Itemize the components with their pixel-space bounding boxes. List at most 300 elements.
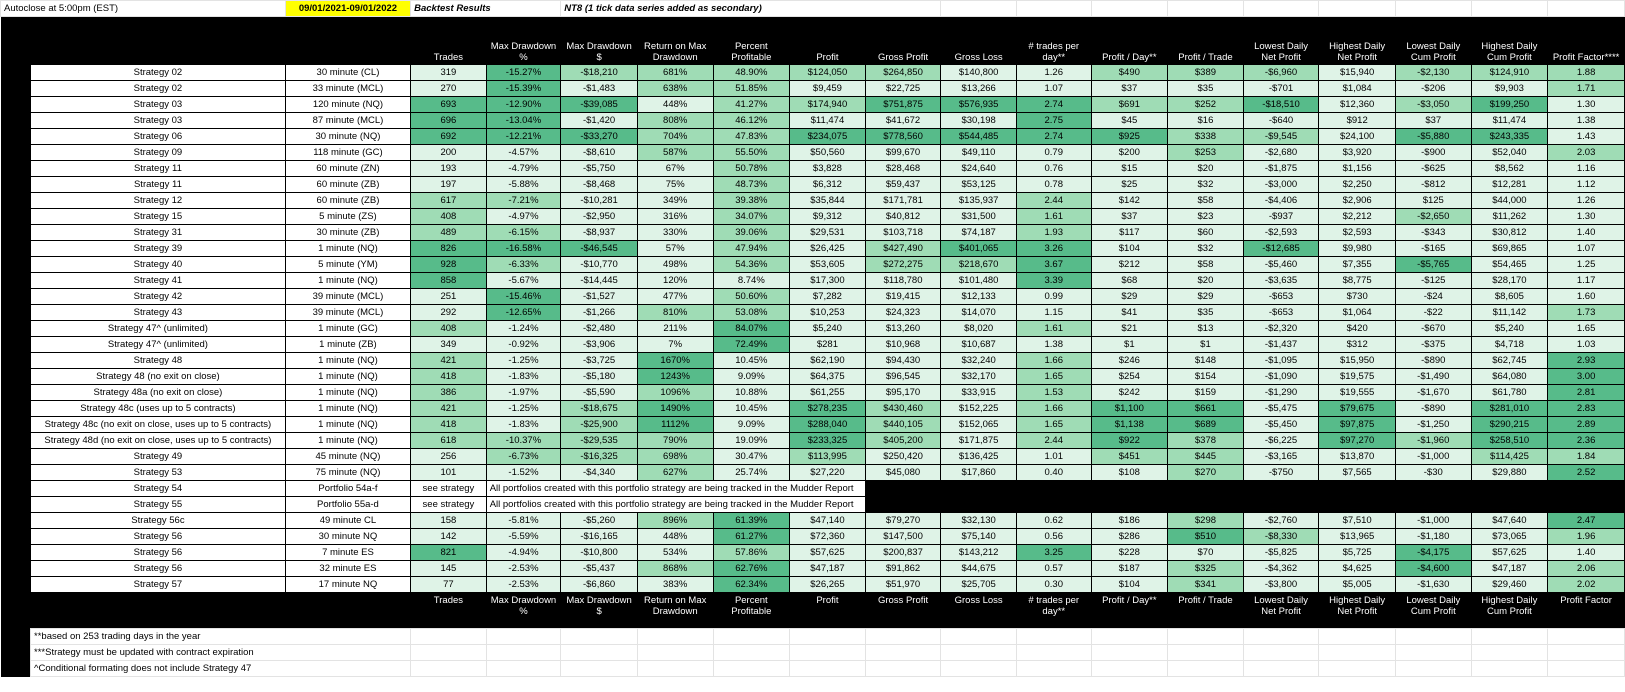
value-cell[interactable]: -$5,450 [1243, 417, 1319, 433]
value-cell[interactable]: $28,170 [1471, 273, 1548, 289]
value-cell[interactable]: $246 [1091, 353, 1168, 369]
value-cell[interactable]: $61,255 [790, 385, 866, 401]
value-cell[interactable]: $17,860 [941, 465, 1017, 481]
footer-column-header[interactable]: Highest Daily Cum Profit [1471, 593, 1548, 629]
empty-cell[interactable] [865, 645, 941, 661]
value-cell[interactable]: 0.40 [1016, 465, 1091, 481]
value-cell[interactable]: -4.97% [486, 209, 561, 225]
value-cell[interactable]: -$6,225 [1243, 433, 1319, 449]
value-cell[interactable]: 54.36% [713, 257, 790, 273]
value-cell[interactable]: -$4,406 [1243, 193, 1319, 209]
timeframe-cell[interactable]: 30 minute (ZB) [285, 225, 410, 241]
value-cell[interactable]: -7.21% [486, 193, 561, 209]
value-cell[interactable]: $270 [1168, 465, 1244, 481]
value-cell[interactable]: $7,282 [790, 289, 866, 305]
value-cell[interactable]: 200 [411, 145, 487, 161]
value-cell[interactable]: $61,780 [1471, 385, 1548, 401]
value-cell[interactable]: $135,937 [941, 193, 1017, 209]
value-cell[interactable]: $401,065 [941, 241, 1017, 257]
value-cell[interactable]: $21 [1091, 321, 1168, 337]
value-cell[interactable]: -$8,468 [561, 177, 638, 193]
strategy-name-cell[interactable]: Strategy 12 [31, 193, 286, 209]
timeframe-cell[interactable]: 1 minute (NQ) [285, 353, 410, 369]
value-cell[interactable]: 1.61 [1016, 209, 1091, 225]
strategy-name-cell[interactable]: Strategy 03 [31, 113, 286, 129]
strategy-name-cell[interactable]: Strategy 11 [31, 177, 286, 193]
value-cell[interactable]: -6.73% [486, 449, 561, 465]
value-cell[interactable]: 158 [411, 513, 487, 529]
value-cell[interactable]: 1.38 [1548, 113, 1625, 129]
value-cell[interactable]: 2.74 [1016, 97, 1091, 113]
value-cell[interactable]: $2,593 [1319, 225, 1396, 241]
date-range-cell[interactable]: 09/01/2021-09/01/2022 [285, 1, 410, 17]
value-cell[interactable]: $1,100 [1091, 401, 1168, 417]
value-cell[interactable]: -$750 [1243, 465, 1319, 481]
value-cell[interactable]: $104 [1091, 241, 1168, 257]
value-cell[interactable]: -$5,180 [561, 369, 638, 385]
value-cell[interactable]: $113,995 [790, 449, 866, 465]
value-cell[interactable]: $20 [1168, 161, 1244, 177]
value-cell[interactable]: $9,980 [1319, 241, 1396, 257]
timeframe-cell[interactable]: 1 minute (NQ) [285, 369, 410, 385]
value-cell[interactable]: $12,360 [1319, 97, 1396, 113]
timeframe-cell[interactable]: Portfolio 55a-d [285, 497, 410, 513]
strategy-name-cell[interactable]: Strategy 48 (no exit on close) [31, 369, 286, 385]
value-cell[interactable]: $23 [1168, 209, 1244, 225]
value-cell[interactable]: 75% [637, 177, 713, 193]
value-cell[interactable]: $253 [1168, 145, 1244, 161]
value-cell[interactable]: $72,360 [790, 529, 866, 545]
empty-cell[interactable] [1243, 1, 1319, 17]
empty-cell[interactable] [1319, 629, 1396, 645]
value-cell[interactable]: $50,560 [790, 145, 866, 161]
value-cell[interactable]: 2.44 [1016, 193, 1091, 209]
strategy-name-cell[interactable]: Strategy 57 [31, 577, 286, 593]
footer-column-header[interactable]: Trades [411, 593, 487, 629]
value-cell[interactable]: $264,850 [865, 65, 941, 81]
value-cell[interactable]: $389 [1168, 65, 1244, 81]
value-cell[interactable]: $13,965 [1319, 529, 1396, 545]
value-cell[interactable]: $32 [1168, 177, 1244, 193]
value-cell[interactable]: 2.81 [1548, 385, 1625, 401]
value-cell[interactable]: -$937 [1243, 209, 1319, 225]
value-cell[interactable]: -$2,760 [1243, 513, 1319, 529]
value-cell[interactable]: 50.78% [713, 161, 790, 177]
value-cell[interactable]: $124,050 [790, 65, 866, 81]
value-cell[interactable]: -$1,266 [561, 305, 638, 321]
value-cell[interactable]: 2.74 [1016, 129, 1091, 145]
value-cell[interactable]: 1.73 [1548, 305, 1625, 321]
strategy-name-cell[interactable]: Strategy 48c (no exit on close, uses up to 5 contracts) [31, 417, 286, 433]
value-cell[interactable]: -$16,325 [561, 449, 638, 465]
value-cell[interactable]: $22,725 [865, 81, 941, 97]
value-cell[interactable]: 0.78 [1016, 177, 1091, 193]
value-cell[interactable]: $29 [1091, 289, 1168, 305]
value-cell[interactable]: 25.74% [713, 465, 790, 481]
value-cell[interactable]: 2.03 [1548, 145, 1625, 161]
value-cell[interactable]: -$206 [1395, 81, 1471, 97]
value-cell[interactable]: -$5,260 [561, 513, 638, 529]
value-cell[interactable]: $19,415 [865, 289, 941, 305]
value-cell[interactable]: $45 [1091, 113, 1168, 129]
value-cell[interactable]: 1.96 [1548, 529, 1625, 545]
value-cell[interactable]: -$16,165 [561, 529, 638, 545]
value-cell[interactable]: $152,225 [941, 401, 1017, 417]
value-cell[interactable]: 270 [411, 81, 487, 97]
footer-column-header[interactable]: Profit Factor [1548, 593, 1625, 629]
value-cell[interactable]: $10,687 [941, 337, 1017, 353]
value-cell[interactable]: $29,880 [1471, 465, 1548, 481]
value-cell[interactable]: -$3,050 [1395, 97, 1471, 113]
empty-cell[interactable] [486, 629, 561, 645]
value-cell[interactable]: $8,775 [1319, 273, 1396, 289]
value-cell[interactable]: -$890 [1395, 401, 1471, 417]
value-cell[interactable]: 1.30 [1548, 209, 1625, 225]
value-cell[interactable]: -$3,000 [1243, 177, 1319, 193]
value-cell[interactable]: $70 [1168, 545, 1244, 561]
value-cell[interactable]: 421 [411, 401, 487, 417]
value-cell[interactable]: -$1,630 [1395, 577, 1471, 593]
value-cell[interactable]: 1.01 [1016, 449, 1091, 465]
value-cell[interactable]: $7,355 [1319, 257, 1396, 273]
value-cell[interactable]: $19,555 [1319, 385, 1396, 401]
value-cell[interactable]: $99,670 [865, 145, 941, 161]
value-cell[interactable]: -$22 [1395, 305, 1471, 321]
timeframe-cell[interactable]: 1 minute (NQ) [285, 385, 410, 401]
value-cell[interactable]: $912 [1319, 113, 1396, 129]
strategy-name-cell[interactable]: Strategy 53 [31, 465, 286, 481]
value-cell[interactable]: -$29,535 [561, 433, 638, 449]
value-cell[interactable]: -$1,960 [1395, 433, 1471, 449]
value-cell[interactable]: $49,110 [941, 145, 1017, 161]
footer-column-header[interactable]: Gross Loss [941, 593, 1017, 629]
value-cell[interactable]: $41,672 [865, 113, 941, 129]
value-cell[interactable]: -$1,490 [1395, 369, 1471, 385]
column-header[interactable]: Profit / Day** [1091, 17, 1168, 65]
timeframe-cell[interactable]: 1 minute (ZB) [285, 337, 410, 353]
empty-cell[interactable] [561, 629, 638, 645]
value-cell[interactable]: -$8,937 [561, 225, 638, 241]
value-cell[interactable]: 47.83% [713, 129, 790, 145]
empty-cell[interactable] [713, 629, 790, 645]
strategy-name-cell[interactable]: Strategy 15 [31, 209, 286, 225]
timeframe-cell[interactable]: 30 minute (NQ) [285, 129, 410, 145]
value-cell[interactable]: -$1,180 [1395, 529, 1471, 545]
value-cell[interactable]: -$10,281 [561, 193, 638, 209]
strategy-name-cell[interactable]: Strategy 39 [31, 241, 286, 257]
value-cell[interactable]: $8,605 [1471, 289, 1548, 305]
value-cell[interactable]: -$46,545 [561, 241, 638, 257]
value-cell[interactable]: $29 [1168, 289, 1244, 305]
value-cell[interactable]: $16 [1168, 113, 1244, 129]
value-cell[interactable]: -$24 [1395, 289, 1471, 305]
value-cell[interactable]: -$33,270 [561, 129, 638, 145]
value-cell[interactable]: $212 [1091, 257, 1168, 273]
value-cell[interactable]: $58 [1168, 257, 1244, 273]
value-cell[interactable]: $59,437 [865, 177, 941, 193]
value-cell[interactable]: 383% [637, 577, 713, 593]
value-cell[interactable]: 1.25 [1548, 257, 1625, 273]
value-cell[interactable]: 0.30 [1016, 577, 1091, 593]
value-cell[interactable]: 1243% [637, 369, 713, 385]
timeframe-cell[interactable]: 1 minute (NQ) [285, 241, 410, 257]
empty-cell[interactable] [1395, 629, 1471, 645]
value-cell[interactable]: 51.85% [713, 81, 790, 97]
timeframe-cell[interactable]: 7 minute ES [285, 545, 410, 561]
value-cell[interactable]: -$1,527 [561, 289, 638, 305]
value-cell[interactable]: $2,906 [1319, 193, 1396, 209]
value-cell[interactable]: -$670 [1395, 321, 1471, 337]
footer-column-header[interactable]: # trades per day** [1016, 593, 1091, 629]
empty-cell[interactable] [941, 1, 1017, 17]
value-cell[interactable]: $778,560 [865, 129, 941, 145]
value-cell[interactable]: 1.26 [1016, 65, 1091, 81]
value-cell[interactable]: $30,198 [941, 113, 1017, 129]
value-cell[interactable]: $118,780 [865, 273, 941, 289]
value-cell[interactable]: $730 [1319, 289, 1396, 305]
footer-column-header[interactable]: Gross Profit [865, 593, 941, 629]
value-cell[interactable]: -1.24% [486, 321, 561, 337]
value-cell[interactable]: $11,474 [790, 113, 866, 129]
strategy-name-cell[interactable]: Strategy 43 [31, 305, 286, 321]
value-cell[interactable]: -4.79% [486, 161, 561, 177]
empty-cell[interactable] [1168, 645, 1244, 661]
empty-cell[interactable] [1091, 645, 1168, 661]
value-cell[interactable]: -6.33% [486, 257, 561, 273]
value-cell[interactable]: 57.86% [713, 545, 790, 561]
value-cell[interactable]: 10.88% [713, 385, 790, 401]
value-cell[interactable]: 1.65 [1016, 417, 1091, 433]
value-cell[interactable]: 693 [411, 97, 487, 113]
value-cell[interactable]: 638% [637, 81, 713, 97]
timeframe-cell[interactable]: 39 minute (MCL) [285, 289, 410, 305]
value-cell[interactable]: $136,425 [941, 449, 1017, 465]
value-cell[interactable]: -$4,600 [1395, 561, 1471, 577]
value-cell[interactable]: -$5,825 [1243, 545, 1319, 561]
empty-cell[interactable] [865, 661, 941, 677]
value-cell[interactable]: 62.34% [713, 577, 790, 593]
value-cell[interactable]: 1.88 [1548, 65, 1625, 81]
value-cell[interactable]: $405,200 [865, 433, 941, 449]
timeframe-cell[interactable]: 17 minute NQ [285, 577, 410, 593]
value-cell[interactable]: $1 [1091, 337, 1168, 353]
value-cell[interactable]: 349 [411, 337, 487, 353]
value-cell[interactable]: -6.15% [486, 225, 561, 241]
value-cell[interactable]: 477% [637, 289, 713, 305]
value-cell[interactable]: $14,070 [941, 305, 1017, 321]
empty-cell[interactable] [1471, 661, 1548, 677]
empty-cell[interactable] [1548, 661, 1625, 677]
value-cell[interactable]: 19.09% [713, 433, 790, 449]
value-cell[interactable]: $26,265 [790, 577, 866, 593]
timeframe-cell[interactable]: 120 minute (NQ) [285, 97, 410, 113]
value-cell[interactable]: 193 [411, 161, 487, 177]
value-cell[interactable]: -1.25% [486, 401, 561, 417]
value-cell[interactable]: -$4,340 [561, 465, 638, 481]
value-cell[interactable]: -12.65% [486, 305, 561, 321]
value-cell[interactable]: 57% [637, 241, 713, 257]
value-cell[interactable]: -5.81% [486, 513, 561, 529]
value-cell[interactable]: 1.65 [1548, 321, 1625, 337]
value-cell[interactable]: 448% [637, 529, 713, 545]
see-strategy-cell[interactable]: see strategy [411, 481, 487, 497]
value-cell[interactable]: $148 [1168, 353, 1244, 369]
value-cell[interactable]: $24,323 [865, 305, 941, 321]
value-cell[interactable]: $242 [1091, 385, 1168, 401]
empty-cell[interactable] [1243, 629, 1319, 645]
value-cell[interactable]: $32,130 [941, 513, 1017, 529]
title-cell[interactable]: Backtest Results [411, 1, 561, 17]
value-cell[interactable]: 8.74% [713, 273, 790, 289]
timeframe-cell[interactable]: Portfolio 54a-f [285, 481, 410, 497]
value-cell[interactable]: 1.03 [1548, 337, 1625, 353]
footnote-cell[interactable]: ^Conditional formating does not include Strategy 47 [31, 661, 411, 677]
footer-column-header[interactable]: Lowest Daily Cum Profit [1395, 593, 1471, 629]
value-cell[interactable]: $79,675 [1319, 401, 1396, 417]
footnote-cell[interactable]: ***Strategy must be updated with contract expiration [31, 645, 411, 661]
column-header[interactable]: Trades [411, 17, 487, 65]
value-cell[interactable]: $3,828 [790, 161, 866, 177]
value-cell[interactable]: $243,335 [1471, 129, 1548, 145]
see-strategy-cell[interactable]: see strategy [411, 497, 487, 513]
value-cell[interactable]: 50.60% [713, 289, 790, 305]
portfolio-message-cell[interactable]: All portfolios created with this portfolio strategy are being tracked in the Mudder Report [486, 497, 865, 513]
empty-cell[interactable] [941, 645, 1017, 661]
column-header[interactable]: Profit [790, 17, 866, 65]
value-cell[interactable]: $29,531 [790, 225, 866, 241]
value-cell[interactable]: $233,325 [790, 433, 866, 449]
value-cell[interactable]: -1.97% [486, 385, 561, 401]
value-cell[interactable]: $250,420 [865, 449, 941, 465]
value-cell[interactable]: $26,425 [790, 241, 866, 257]
value-cell[interactable]: $29,460 [1471, 577, 1548, 593]
value-cell[interactable]: $252 [1168, 97, 1244, 113]
value-cell[interactable]: $9,903 [1471, 81, 1548, 97]
value-cell[interactable]: -5.88% [486, 177, 561, 193]
value-cell[interactable]: $7,565 [1319, 465, 1396, 481]
value-cell[interactable]: 330% [637, 225, 713, 241]
value-cell[interactable]: -$890 [1395, 353, 1471, 369]
value-cell[interactable]: $97,875 [1319, 417, 1396, 433]
value-cell[interactable]: -15.39% [486, 81, 561, 97]
value-cell[interactable]: $1,138 [1091, 417, 1168, 433]
value-cell[interactable]: 48.90% [713, 65, 790, 81]
empty-cell[interactable] [1091, 661, 1168, 677]
value-cell[interactable]: -12.90% [486, 97, 561, 113]
value-cell[interactable]: 145 [411, 561, 487, 577]
empty-cell[interactable] [1168, 1, 1244, 17]
value-cell[interactable]: -$343 [1395, 225, 1471, 241]
empty-cell[interactable] [1016, 645, 1091, 661]
strategy-name-cell[interactable]: Strategy 47^ (unlimited) [31, 337, 286, 353]
value-cell[interactable]: 0.79 [1016, 145, 1091, 161]
value-cell[interactable]: $64,080 [1471, 369, 1548, 385]
value-cell[interactable]: $9,312 [790, 209, 866, 225]
value-cell[interactable]: $54,465 [1471, 257, 1548, 273]
column-header[interactable]: Return on Max Drawdown [637, 17, 713, 65]
value-cell[interactable]: 1.12 [1548, 177, 1625, 193]
empty-cell[interactable] [637, 645, 713, 661]
empty-cell[interactable] [1016, 1, 1091, 17]
value-cell[interactable]: $19,575 [1319, 369, 1396, 385]
value-cell[interactable]: $922 [1091, 433, 1168, 449]
empty-cell[interactable] [1319, 661, 1396, 677]
value-cell[interactable]: $218,670 [941, 257, 1017, 273]
value-cell[interactable]: 498% [637, 257, 713, 273]
value-cell[interactable]: $103,718 [865, 225, 941, 241]
column-header[interactable]: Profit Factor**** [1548, 17, 1625, 65]
value-cell[interactable]: 1670% [637, 353, 713, 369]
value-cell[interactable]: $325 [1168, 561, 1244, 577]
value-cell[interactable]: 2.02 [1548, 577, 1625, 593]
value-cell[interactable]: 319 [411, 65, 487, 81]
value-cell[interactable]: 618 [411, 433, 487, 449]
portfolio-message-cell[interactable]: All portfolios created with this portfolio strategy are being tracked in the Mudder Report [486, 481, 865, 497]
value-cell[interactable]: 1490% [637, 401, 713, 417]
value-cell[interactable]: 48.73% [713, 177, 790, 193]
value-cell[interactable]: $13,266 [941, 81, 1017, 97]
value-cell[interactable]: -$5,437 [561, 561, 638, 577]
value-cell[interactable]: $10,253 [790, 305, 866, 321]
value-cell[interactable]: $30,812 [1471, 225, 1548, 241]
value-cell[interactable]: $13,870 [1319, 449, 1396, 465]
value-cell[interactable]: $11,262 [1471, 209, 1548, 225]
value-cell[interactable]: 408 [411, 209, 487, 225]
empty-cell[interactable] [713, 661, 790, 677]
value-cell[interactable]: $97,270 [1319, 433, 1396, 449]
timeframe-cell[interactable]: 118 minute (GC) [285, 145, 410, 161]
value-cell[interactable]: 41.27% [713, 97, 790, 113]
value-cell[interactable]: -$3,635 [1243, 273, 1319, 289]
value-cell[interactable]: -$18,675 [561, 401, 638, 417]
value-cell[interactable]: 418 [411, 417, 487, 433]
value-cell[interactable]: 53.08% [713, 305, 790, 321]
empty-cell[interactable] [486, 645, 561, 661]
value-cell[interactable]: -$39,085 [561, 97, 638, 113]
value-cell[interactable]: $445 [1168, 449, 1244, 465]
value-cell[interactable]: $2,250 [1319, 177, 1396, 193]
value-cell[interactable]: $35,844 [790, 193, 866, 209]
value-cell[interactable]: 142 [411, 529, 487, 545]
value-cell[interactable]: -$18,210 [561, 65, 638, 81]
value-cell[interactable]: $8,020 [941, 321, 1017, 337]
value-cell[interactable]: $147,500 [865, 529, 941, 545]
value-cell[interactable]: $290,215 [1471, 417, 1548, 433]
value-cell[interactable]: 0.56 [1016, 529, 1091, 545]
value-cell[interactable]: 696 [411, 113, 487, 129]
value-cell[interactable]: -$125 [1395, 273, 1471, 289]
footer-column-header[interactable]: Return on Max Drawdown [637, 593, 713, 629]
value-cell[interactable]: $28,468 [865, 161, 941, 177]
value-cell[interactable]: -$1,000 [1395, 449, 1471, 465]
value-cell[interactable]: $5,005 [1319, 577, 1396, 593]
value-cell[interactable]: -4.57% [486, 145, 561, 161]
value-cell[interactable]: $95,170 [865, 385, 941, 401]
value-cell[interactable]: 808% [637, 113, 713, 129]
footer-column-header[interactable]: Highest Daily Net Profit [1319, 593, 1396, 629]
value-cell[interactable]: $101,480 [941, 273, 1017, 289]
value-cell[interactable]: -5.59% [486, 529, 561, 545]
strategy-name-cell[interactable]: Strategy 56 [31, 545, 286, 561]
value-cell[interactable]: 256 [411, 449, 487, 465]
strategy-name-cell[interactable]: Strategy 56 [31, 529, 286, 545]
value-cell[interactable]: 1.61 [1016, 321, 1091, 337]
value-cell[interactable]: 61.39% [713, 513, 790, 529]
value-cell[interactable]: -$812 [1395, 177, 1471, 193]
value-cell[interactable]: $57,625 [790, 545, 866, 561]
value-cell[interactable]: 858 [411, 273, 487, 289]
value-cell[interactable]: $378 [1168, 433, 1244, 449]
